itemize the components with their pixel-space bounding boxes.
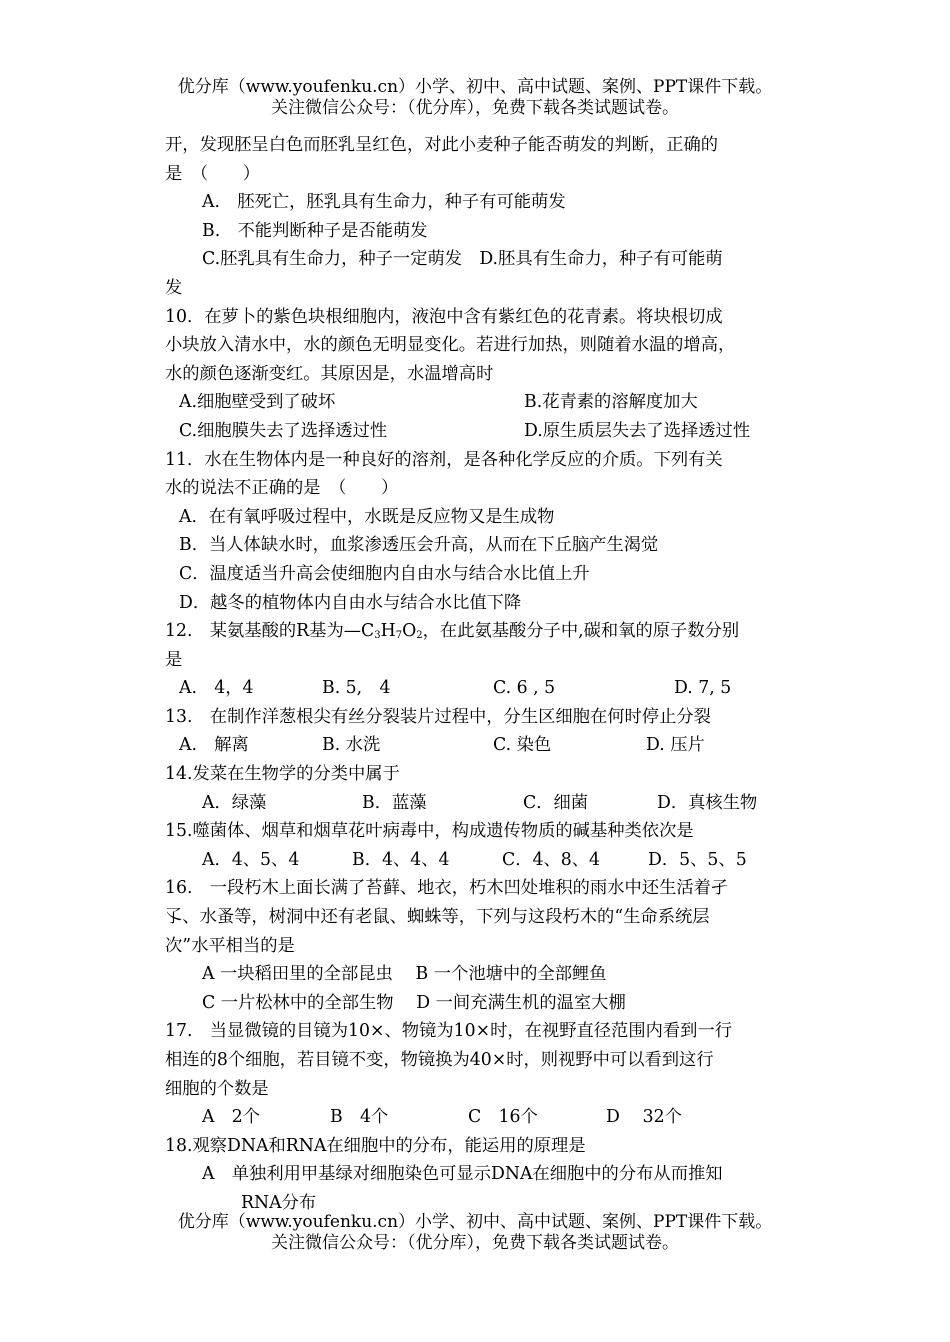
- q16-stem-line-3: 次”水平相当的是: [165, 935, 295, 956]
- q17-stem-line-3: 细胞的个数是: [165, 1078, 269, 1099]
- q17-option-d: D 32个: [606, 1107, 682, 1128]
- q10-stem-line-3: 水的颜色逐渐变红。其原因是，水温增高时: [165, 363, 494, 384]
- q16-stem-line-1: 16. 一段朽木上面长满了苔藓、地衣，朽木凹处堆积的雨水中还生活着孑: [165, 878, 729, 899]
- q12-stem-line-1: [165, 617, 787, 646]
- q12-stem-post: ，在此氨基酸分子中,碳和氧的原子数分别: [422, 621, 740, 642]
- q16-options-cd: C 一片松林中的全部生物 D 一间充满生机的温室大棚: [202, 992, 626, 1013]
- q10-option-a: A.细胞壁受到了破坏: [179, 392, 336, 413]
- q17-option-c: C 16个: [468, 1107, 538, 1128]
- q17-stem-line-2: 相连的8个细胞，若目镜不变，物镜换为40×时，则视野中可以看到这行: [165, 1050, 714, 1070]
- q13-option-c: C. 染色: [493, 735, 552, 756]
- q13-stem: 13. 在制作洋葱根尖有丝分裂装片过程中，分生区细胞在何时停止分裂: [165, 706, 711, 727]
- q15-option-c: C．4、8、4: [502, 849, 601, 870]
- q12-formula-sub-h: 7: [395, 630, 403, 642]
- q13-options: [165, 731, 787, 760]
- page-header: [0, 77, 950, 119]
- q12-stem-pre: 12. 某氨基酸的R基为—C: [165, 621, 375, 642]
- page-footer: [0, 1212, 950, 1254]
- q10-options-cd: [165, 417, 787, 446]
- q9-option-cd: C.胚乳具有生命力，种子一定萌发 D.胚具有生命力，种子有可能萌: [202, 249, 723, 270]
- q13-option-b: B. 水洗: [322, 735, 381, 756]
- q14-option-c: C．细菌: [523, 792, 589, 813]
- q10-stem-line-2: 小块放入清水中，水的颜色无明显变化。若进行加热，则随着水温的增高，: [165, 335, 736, 356]
- q12-formula-sub-c: 3: [374, 630, 381, 642]
- q12-stem-line-2: 是: [165, 649, 183, 670]
- q9-option-a: A. 胚死亡，胚乳具有生命力，种子有可能萌发: [202, 192, 566, 213]
- q16-stem-line-2: 孓、水蚤等，树洞中还有老鼠、蜘蛛等，下列与这段朽木的“生命系统层: [165, 907, 710, 928]
- q17-option-a: A 2个: [202, 1107, 261, 1128]
- q12-option-c: C. 6 , 5: [493, 678, 556, 699]
- q18-option-a-line-1: A 单独利用甲基绿对细胞染色可显示DNA在细胞中的分布从而推知: [202, 1164, 723, 1185]
- q9-option-cd-cont: 发: [165, 277, 183, 298]
- q9-stem-line-2: 是 （ ）: [165, 163, 261, 184]
- q11-option-c: C．温度适当升高会使细胞内自由水与结合水比值上升: [179, 563, 590, 584]
- q9-option-b: B. 不能判断种子是否能萌发: [202, 220, 428, 241]
- q10-stem-line-1: 10．在萝卜的紫色块根细胞内，液泡中含有紫红色的花青素。将块根切成: [165, 306, 723, 327]
- q17-option-b: B 4个: [330, 1107, 389, 1128]
- q12-formula-sub-o: 2: [416, 630, 423, 642]
- header-line-2: 关注微信公众号：（优分库），免费下载各类试题试卷。: [271, 98, 679, 118]
- header-line-1: 优分库（www.youfenku.cn）小学、初中、高中试题、案例、PPT课件下载。: [177, 77, 773, 97]
- q18-stem: 18.观察DNA和RNA在细胞中的分布，能运用的原理是: [165, 1135, 586, 1156]
- q15-stem: 15.噬菌体、烟草和烟草花叶病毒中，构成遗传物质的碱基种类依次是: [165, 821, 694, 842]
- q12-option-b: B. 5, 4: [322, 678, 391, 699]
- q15-option-d: D．5、5、5: [648, 849, 747, 870]
- q16-options-ab: A 一块稻田里的全部昆虫 B 一个池塘中的全部鲤鱼: [202, 964, 607, 985]
- q11-option-a: A．在有氧呼吸过程中，水既是反应物又是生成物: [179, 506, 555, 527]
- q15-option-a: A．4、5、4: [202, 849, 300, 870]
- q10-options-ab: [165, 388, 787, 417]
- q12-formula-o: O: [402, 621, 417, 642]
- q11-stem-line-1: 11．水在生物体内是一种良好的溶剂，是各种化学反应的介质。下列有关: [165, 449, 723, 470]
- q14-options: [165, 789, 787, 818]
- q15-options: [165, 846, 787, 875]
- q10-option-d: D.原生质层失去了选择透过性: [524, 420, 751, 441]
- q18-option-a-line-2: RNA分布: [241, 1192, 317, 1213]
- q14-option-b: B．蓝藻: [362, 792, 427, 813]
- q13-option-d: D. 压片: [646, 735, 705, 756]
- q9-stem-line-1: 开，发现胚呈白色而胚乳呈红色，对此小麦种子能否萌发的判断，正确的: [165, 135, 719, 155]
- q17-options: [165, 1103, 787, 1132]
- question-content: [165, 131, 787, 1218]
- q10-option-c: C.细胞膜失去了选择透过性: [179, 420, 388, 441]
- q12-formula-h: H: [380, 621, 396, 642]
- q13-option-a: A. 解离: [179, 735, 249, 756]
- q14-option-d: D．真核生物: [657, 792, 758, 813]
- q14-stem: 14.发菜在生物学的分类中属于: [165, 764, 400, 785]
- q12-option-a: A. 4，4: [179, 678, 254, 699]
- q11-option-b: B．当人体缺水时，血浆渗透压会升高，从而在下丘脑产生渴觉: [179, 535, 659, 556]
- q12-options: [165, 674, 787, 703]
- q14-option-a: A．绿藻: [202, 792, 267, 813]
- q15-option-b: B．4、4、4: [352, 849, 450, 870]
- q11-stem-line-2: 水的说法不正确的是 （ ）: [165, 478, 399, 499]
- q10-option-b: B.花青素的溶解度加大: [524, 392, 698, 413]
- footer-line-1: 优分库（www.youfenku.cn）小学、初中、高中试题、案例、PPT课件下载。: [177, 1212, 773, 1232]
- footer-line-2: 关注微信公众号：（优分库），免费下载各类试题试卷。: [271, 1233, 679, 1253]
- q11-option-d: D．越冬的植物体内自由水与结合水比值下降: [179, 592, 522, 613]
- q17-stem-line-1: 17. 当显微镜的目镜为10×、物镜为10×时，在视野直径范围内看到一行: [165, 1021, 733, 1042]
- q12-option-d: D. 7, 5: [674, 678, 732, 699]
